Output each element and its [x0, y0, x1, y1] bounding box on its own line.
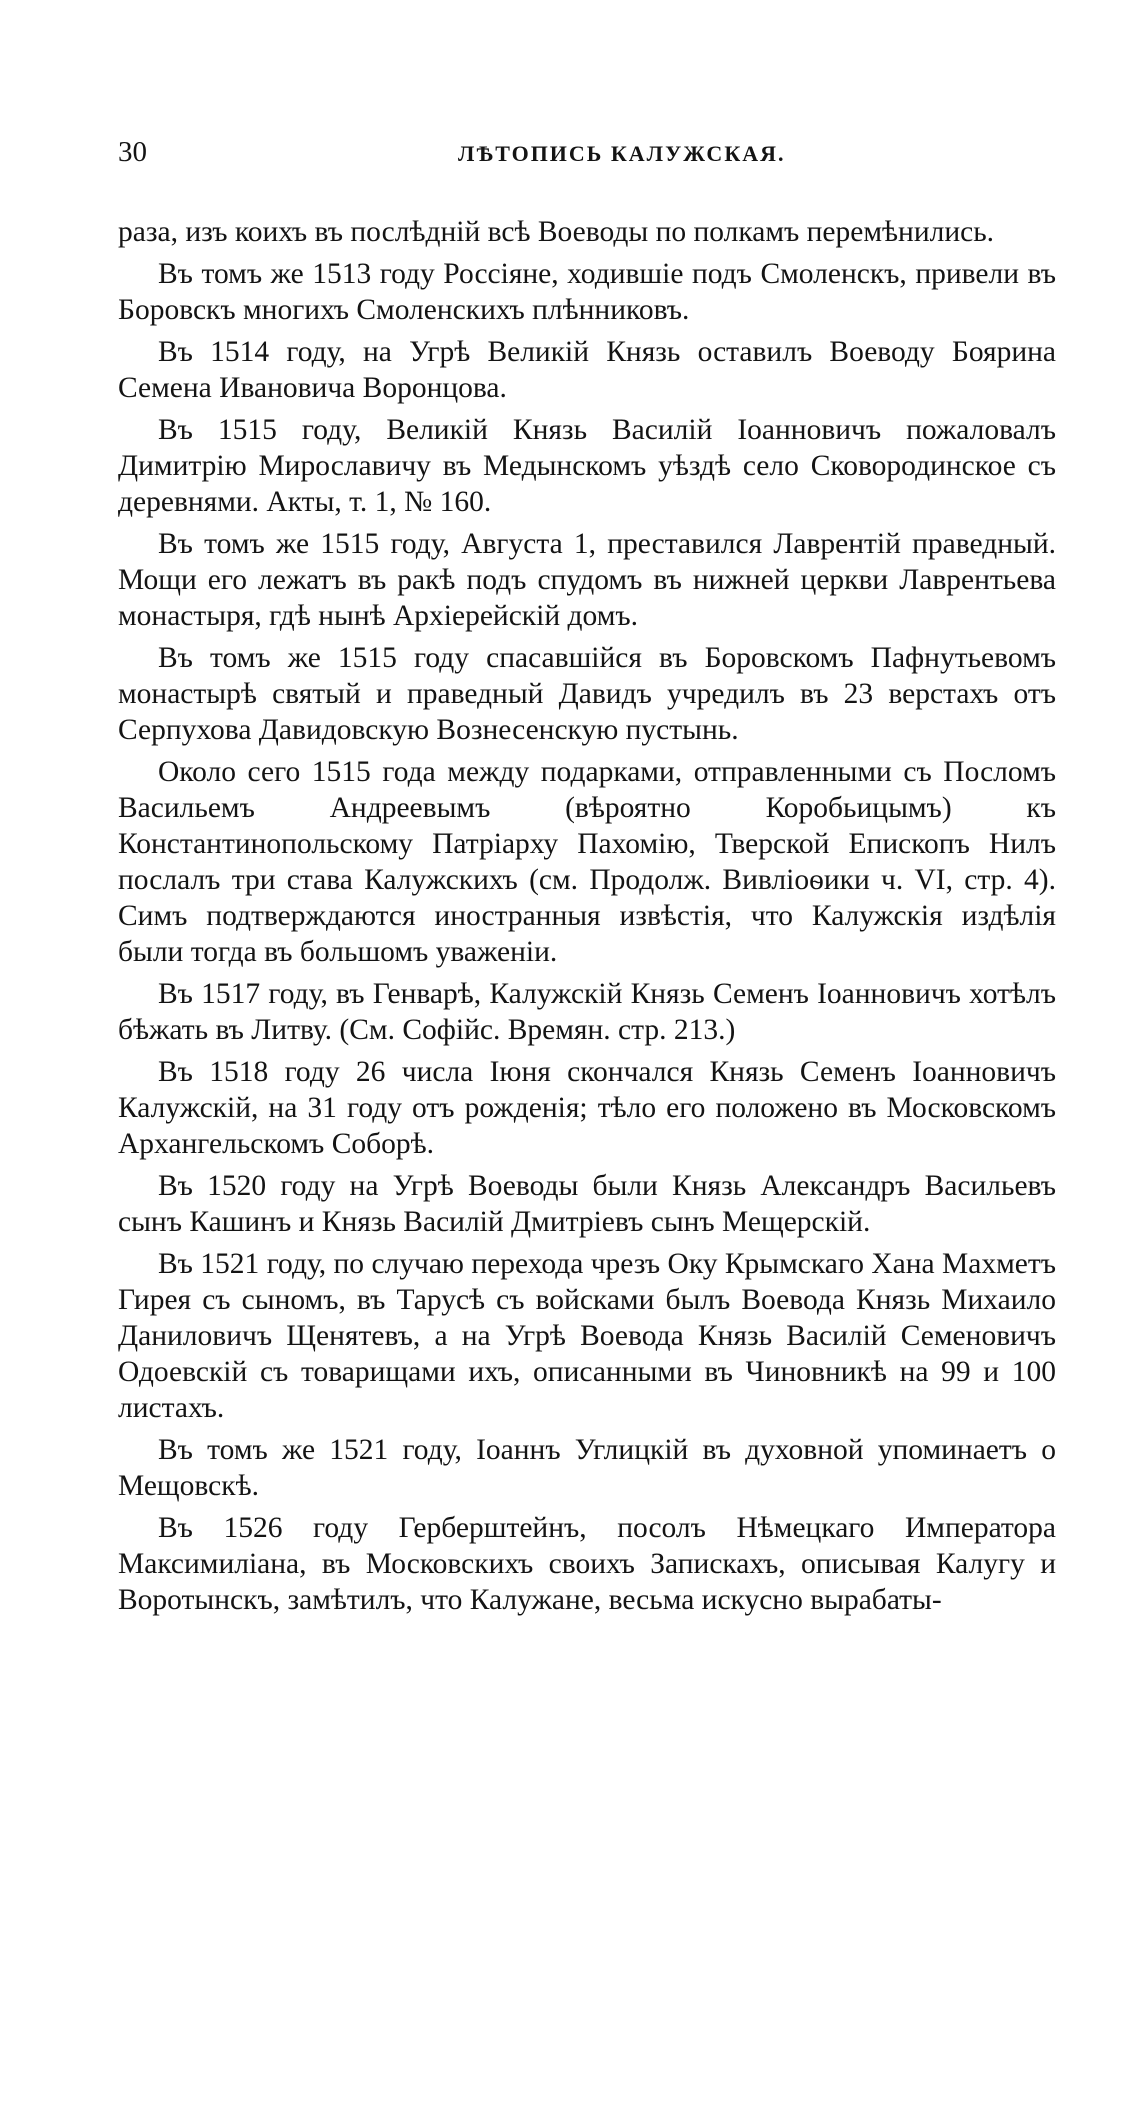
page-header — [118, 132, 1056, 172]
paragraph: Въ 1526 году Герберштейнъ, посолъ Нѣмецкаго Императора Максимилiана, въ Московскихъ своихъ Запискахъ, описывая Калугу и Воротынскъ, замѣтилъ, что Калужане, весьма искусно вырабаты- — [118, 1512, 1056, 1616]
paragraph: Въ 1515 году, Великiй Князь Василiй Iоанновичъ пожаловалъ Димитрiю Мирославичу въ Медынскомъ уѣздѣ село Сковородинское съ деревнями. Акты, т. 1, № 160. — [118, 414, 1056, 518]
paragraph: Въ томъ же 1515 году спасавшiйся въ Боровскомъ Пафнутьевомъ монастырѣ святый и праведный Давидъ учредилъ въ 23 верстахъ отъ Серпухова Давидовскую Вознесенскую пустынь. — [118, 642, 1056, 746]
paragraph: Въ 1520 году на Угрѣ Воеводы были Князь Александръ Васильевъ сынъ Кашинъ и Князь Василiй Дмитрiевъ сынъ Мещерскiй. — [118, 1170, 1056, 1238]
paragraph: раза, изъ коихъ въ послѣднiй всѣ Воеводы по полкамъ перемѣнились. — [118, 216, 995, 248]
paragraph: Въ 1518 году 26 числа Iюня скончался Князь Семенъ Iоанновичъ Калужскiй, на 31 году отъ рожденiя; тѣло его положено въ Московскомъ Архангельскомъ Соборѣ. — [118, 1056, 1056, 1160]
body-text — [118, 214, 1056, 1624]
paragraph: Въ 1514 году, на Угрѣ Великiй Князь оставилъ Воеводу Боярина Семена Ивановича Воронцова. — [118, 336, 1056, 404]
paragraph: Въ 1521 году, по случаю перехода чрезъ Оку Крымскаго Хана Махметъ Гирея съ сыномъ, въ Тарусѣ съ войсками былъ Воевода Князь Михаило Даниловичъ Щенятевъ, а на Угрѣ Воевода Князь Василiй Семеновичъ Одоевскiй съ товарищами ихъ, описанными въ Чиновникѣ на 99 и 100 листахъ. — [118, 1248, 1056, 1424]
page-number: 30 — [118, 136, 147, 168]
paragraph: Около сего 1515 года между подарками, отправленными съ Посломъ Васильемъ Андреевымъ (вѣроятно Коробьицымъ) къ Константинопольскому Патрiарху Пахомiю, Тверской Епископъ Нилъ послалъ три става Калужскихъ (см. Продолж. Вивлiоѳики ч. VI, стр. 4). Симъ подтверждаются иностранныя извѣстiя, что Калужскiя издѣлiя были тогда въ большомъ уваженiи. — [118, 756, 1056, 968]
paragraph: Въ томъ же 1521 году, Iоаннъ Углицкiй въ духовной упоминаетъ о Мещовскѣ. — [118, 1434, 1056, 1502]
paragraph: Въ томъ же 1515 году, Августа 1, преставился Лаврентiй праведный. Мощи его лежатъ въ ракѣ подъ спудомъ въ нижней церкви Лаврентьева монастыря, гдѣ нынѣ Архiерейскiй домъ. — [118, 528, 1056, 632]
running-title: ЛѢТОПИСЬ КАЛУЖСКАЯ. — [458, 141, 786, 166]
paragraph: Въ 1517 году, въ Генварѣ, Калужскiй Князь Семенъ Iоанновичъ хотѣлъ бѣжать въ Литву. (См. Софiйс. Времян. стр. 213.) — [118, 978, 1056, 1046]
paragraph: Въ томъ же 1513 году Россiяне, ходившiе подъ Смоленскъ, привели въ Боровскъ многихъ Смоленскихъ плѣнниковъ. — [118, 258, 1056, 326]
